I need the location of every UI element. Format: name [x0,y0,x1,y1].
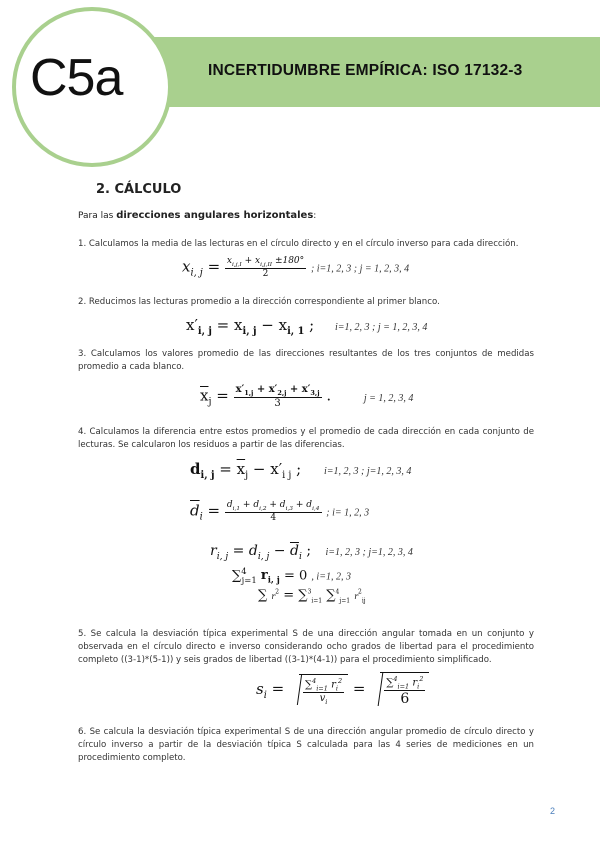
step-4-text: 4. Calculamos la diferencia entre estos promedios y el promedio de cada dirección en cada conjunto de lecturas. Se calcularon los residuos a partir de las diferencias. [78,427,534,450]
equation-3: $\overline{x}_j$ = $\frac{x'_{1,j} + x'_{2,j} + x'_{3,j}}{3}$ . j = 1, 2, 3, 4 [200,384,414,409]
header-title: INCERTIDUMBRE EMPÍRICA: ISO 17132-3 [208,62,523,79]
equation-1-condition: ; i=1, 2, 3 ; j = 1, 2, 3, 4 [310,263,410,275]
intro-suffix: : [313,211,317,221]
intro-bold: direcciones angulares horizontales [116,210,314,221]
equation-9: $s_i$ = $\frac{\sum^4_{i=1} r_i^2}{v_i}$ = $\frac{\sum^4_{i=1} r_i^2}{6}$ [256,672,429,707]
intro-line [78,210,316,221]
step-1-text: 1. Calculamos la media de las lecturas en el círculo directo y en el círculo inverso para cada dirección. [78,239,519,249]
step-2-text: 2. Reducimos las lecturas promedio a la dirección correspondiente al primer blanco. [78,297,440,307]
intro-prefix: Para las [78,211,117,221]
badge-label: C5a [30,49,123,107]
equation-8: ∑ $r^2 = \sum^3_{i=1}$ ∑$^4_{j=1}$ $r^2_{ij}$ [258,588,366,605]
step-3-text: 3. Calculamos los valores promedio de las direcciones resultantes de los tres conjuntos de medidas promedio a cada blanco. [78,349,534,372]
equation-5-condition: ; i= 1, 2, 3 [326,507,370,519]
equation-2: $x'_{i, j} = x_{i, j} - x_{i, 1}$ ; i=1, 2, 3 ; j = 1, 2, 3, 4 [186,316,428,337]
step-5-text: 5. Se calcula la desviación típica experimental S de una dirección angular tomada en un conjunto y observada en el círculo directo e inverso considerando ocho grados de libertad para el procedimiento completo ((3-1)*(5-1)) y seis grados de libertad ((3-1)*(4-1)) para el procedimiento simplificado. [78,629,534,665]
equation-6: $r_{i, j} = d_{i, j} - \overline{d}_i$ ; i=1, 2, 3 ; j=1, 2, 3, 4 [210,543,413,562]
equation-3-condition: j = 1, 2, 3, 4 [363,392,414,404]
section-title: 2. CÁLCULO [96,182,182,197]
equation-9-denominator: 6 [400,691,410,708]
equation-7: ∑$^4_{j=1}$ $r_{i, j} = 0$ , i=1, 2, 3 [232,566,351,585]
equation-4-condition: i=1, 2, 3 ; j=1, 2, 3, 4 [323,466,412,477]
equation-2-condition: i=1, 2, 3 ; j = 1, 2, 3, 4 [334,322,428,333]
equation-1: $x_{i, j}$ = $\frac{x_{i,j,I} + x_{i,j,II} \pm 180^\circ}{2}$ ; i=1, 2, 3 ; j = 1, 2, 3, 4 [182,256,410,279]
equation-6-condition: i=1, 2, 3 ; j=1, 2, 3, 4 [325,547,413,558]
step-6-text: 6. Se calcula la desviación típica experimental S de una dirección angular promedio de círculo directo y círculo inverso a partir de la desviación típica S calculada para las 4 series de mediciones en un procedimiento completo. [78,727,534,763]
page-number: 2 [550,806,556,816]
equation-4: $d_{i, j} = \overline{x}_j - x'_{i j}$ ; i=1, 2, 3 ; j=1, 2, 3, 4 [190,460,412,481]
equation-7-condition: , i=1, 2, 3 [311,571,351,583]
equation-5: $\overline{d}_i$ = $\frac{d_{i,1} + d_{i,2} + d_{i,3} + d_{i,4}}{4}$ ; i= 1, 2, 3 [190,500,370,523]
